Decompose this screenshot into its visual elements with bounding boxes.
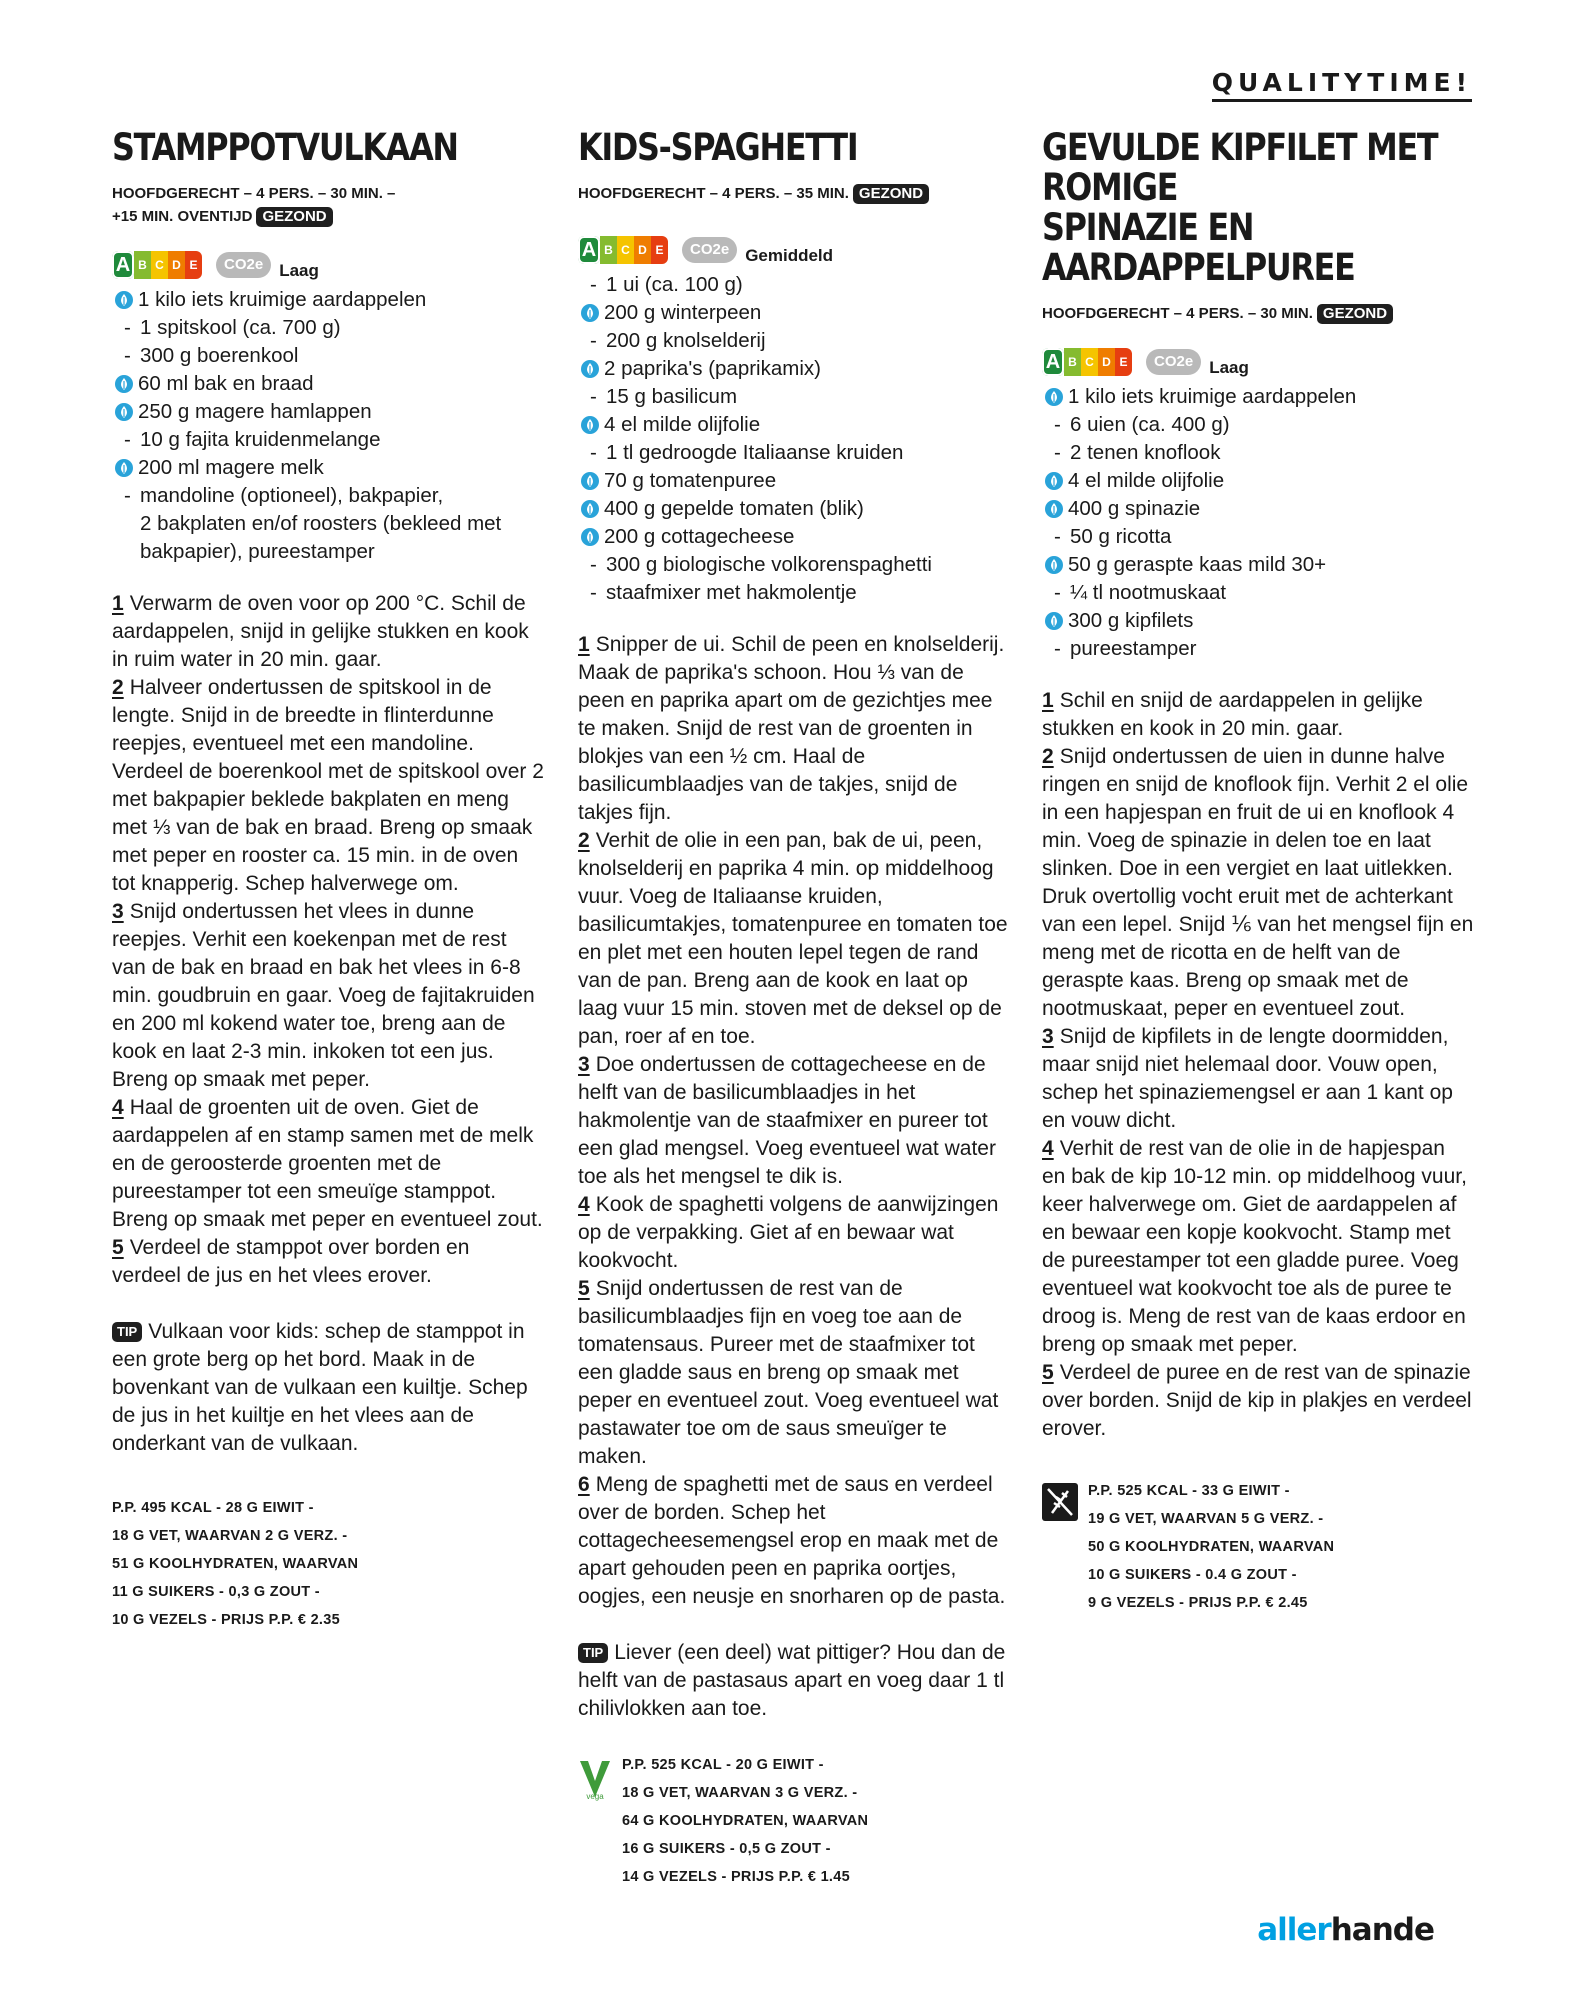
ingredient-item [578,551,1010,579]
step-text: Haal de groenten uit de oven. Giet de aardappelen af en stamp samen met de melk en de geroosterde groenten met de pureestamper tot een smeuïge stamppot. Breng op smaak met peper en eventueel zout. [112,1096,543,1231]
ingredient-text: 1 spitskool (ca. 700 g) [140,316,341,339]
recipe-title [1042,128,1472,288]
step-number: 3 [112,900,124,923]
ingredient-text: 6 uien (ca. 400 g) [1070,413,1230,436]
tip-text: Vulkaan voor kids: schep de stamppot in een grote berg op het bord. Maak in de bovenkant van de vulkaan een kuiltje. Schep de jus in het kuiltje en het vlees aan de onderkant van de vulkaan. [112,1320,528,1455]
step [1042,687,1474,743]
tip [112,1318,544,1458]
ingredient-text: 400 g spinazie [1068,497,1201,520]
nutrition-line: 51 G KOOLHYDRATEN, WAARVAN [112,1556,359,1572]
step-text: Kook de spaghetti volgens de aanwijzingen op de verpakking. Giet af en bewaar wat kookvocht. [578,1193,999,1272]
step-text: Verhit de rest van de olie in de hapjespan en bak de kip 10-12 min. op middelhoog vuur, keer halverwege om. Giet de aardappelen af en bewaar een kopje kookvocht. Stamp met de pureestamper tot een gladde puree. Voeg eventueel wat kookvocht toe als de puree te droog is. Meng de rest van de kaas erdoor en breng op smaak met peper. [1042,1137,1467,1356]
nutriscore-letter: C [151,251,168,279]
nutriscore-letter: D [634,236,651,264]
bonus-icon [114,458,134,478]
nutrition-line: 10 G VEZELS - PRIJS P.P. € 2.35 [112,1612,340,1628]
ingredient-text: 200 g knolselderij [606,329,766,352]
tip [578,1639,1010,1723]
step-text: Snijd ondertussen de uien in dunne halve ringen en snijd de knoflook fijn. Verhit 2 el olie in een hapjespan en fruit de ui en knoflook 4 min. Voeg de spinazie in delen toe en laat slinken. Doe in een vergiet en laat uitlekken. Druk overtollig vocht eruit met de achterkant van een lepel. Snijd ⅙ van het mengsel fijn en meng met de ricotta en de helft van de geraspte kaas. Breng op smaak met de nootmuskaat, peper en eventueel zout. [1042,745,1474,1020]
ingredient-item [1042,467,1474,495]
ingredient-text: pureestamper [1070,637,1197,660]
ingredient-item [578,495,1010,523]
step-text: Halveer ondertussen de spitskool in de lengte. Snijd in de breedte in flinterdunne reepjes, eventueel met een mandoline. Verdeel de boerenkool met de spitskool over 2 met bakpapier beklede bakplaten en meng met ⅓ van de bak en braad. Breng op smaak met peper en rooster ca. 15 min. in de oven tot knapperig. Schep halverwege om. [112,676,544,895]
step [1042,1135,1474,1359]
nutrition-line: 18 G VET, WAARVAN 3 G VERZ. - [622,1785,858,1801]
vega-label: vega [586,1792,604,1801]
co2-icon: CO2e [1146,349,1201,375]
ingredient-item [578,355,1010,383]
step-text: Snijd ondertussen de rest van de basilicumblaadjes fijn en voeg toe aan de tomatensaus. Pureer met de staafmixer tot een gladde saus en breng op smaak met peper en eventueel zout. Voeg eventueel wat pastawater toe om de saus smeuïger te maken. [578,1277,999,1468]
ingredient-list [578,271,1010,607]
recipe-kids-spaghetti [578,128,1010,1891]
nutrition-line: P.P. 495 KCAL - 28 G EIWIT - [112,1500,314,1516]
meta-line: +15 MIN. OVENTIJD [112,208,253,225]
ingredient-text: 200 ml magere melk [138,456,324,479]
nutrition-line: 18 G VET, WAARVAN 2 G VERZ. - [112,1528,348,1544]
recipe-gevulde-kipfilet [1042,128,1474,1617]
step-text: Verdeel de puree en de rest van de spinazie over borden. Snijd de kip in plakjes en verdeel erover. [1042,1361,1472,1440]
nutrition-line: 10 G SUIKERS - 0.4 G ZOUT - [1088,1567,1297,1583]
recipe-meta [578,182,1010,205]
ingredient-text: 200 g winterpeen [604,301,762,324]
step-number: 5 [578,1277,590,1300]
ingredient-item [1042,635,1474,663]
co2-level: Laag [1209,358,1249,377]
gluten-free-icon [1042,1483,1078,1521]
ingredient-item [578,579,1010,607]
vega-icon [578,1757,612,1801]
meta-line: HOOFDGERECHT – 4 PERS. – 30 MIN. [1042,305,1313,322]
bonus-icon [580,471,600,491]
ingredient-text: 10 g fajita kruidenmelange [140,428,381,451]
nutrition-line: 16 G SUIKERS - 0,5 G ZOUT - [622,1841,831,1857]
score-row [1042,345,1474,379]
bonus-icon [1044,471,1064,491]
ingredient-text: 1 kilo iets kruimige aardappelen [138,288,427,311]
step [578,631,1010,827]
nutrition-info [1088,1477,1334,1617]
bonus-icon [114,290,134,310]
ingredient-item [1042,607,1474,635]
nutrition-info [112,1494,544,1634]
nutriscore-letter: C [617,236,634,264]
step-text: Verhit de olie in een pan, bak de ui, peen, knolselderij en paprika 4 min. op middelhoog vuur. Voeg de Italiaanse kruiden, basilicumtakjes, tomatenpuree en tomaten toe en plet met een houten lepel tegen de rand van de pan. Breng aan de kook en laat op laag vuur 15 min. stoven met de deksel op de pan, roer af en toe. [578,829,1008,1048]
ingredient-text: 300 g kipfilets [1068,609,1194,632]
step-text: Snijd ondertussen het vlees in dunne reepjes. Verhit een koekenpan met de rest van de bak en braad en bak het vlees in 6-8 min. goudbruin en gaar. Voeg de fajitakruiden en 200 ml kokend water toe, breng aan de kook en laat 2-3 min. inkoken tot een jus. Breng op smaak met peper. [112,900,535,1091]
bonus-icon [580,359,600,379]
ingredient-text: 300 g boerenkool [140,344,299,367]
bonus-icon [1044,555,1064,575]
ingredient-item [1042,579,1474,607]
tip-badge: TIP [578,1643,608,1663]
title-line: GEVULDE KIPFILET MET ROMIGE [1042,126,1438,209]
ingredient-text: 50 g ricotta [1070,525,1172,548]
recipe-meta [112,182,544,228]
allerhande-logo [1257,1912,1434,1948]
step-number: 3 [578,1053,590,1076]
co2-icon: CO2e [682,237,737,263]
ingredient-item [112,286,544,314]
step [112,590,544,674]
ingredient-text: 4 el milde olijfolie [1068,469,1225,492]
ingredient-list [1042,383,1474,663]
step [578,1471,1010,1611]
logo-part: hande [1330,1912,1434,1948]
bonus-icon [1044,611,1064,631]
nutriscore-letter: E [1115,348,1132,376]
section-title: QUALITYTIME! [1212,68,1472,102]
ingredient-item [578,439,1010,467]
ingredient-item [1042,383,1474,411]
ingredient-item [578,467,1010,495]
ingredient-item [112,426,544,454]
step-text: Schil en snijd de aardappelen in gelijke stukken en kook in 20 min. gaar. [1042,689,1423,740]
ingredient-item [578,383,1010,411]
steps [578,631,1010,1611]
nutriscore-letter: B [134,251,151,279]
ingredient-item [1042,439,1474,467]
nutriscore-icon [112,251,202,279]
ingredient-text: ¼ tl nootmuskaat [1070,581,1227,604]
ingredient-item [112,482,544,510]
ingredient-item [578,327,1010,355]
ingredient-text: 15 g basilicum [606,385,738,408]
ingredient-text: 2 bakplaten en/of roosters (bekleed met [140,512,502,535]
step [112,1234,544,1290]
meta-line: HOOFDGERECHT – 4 PERS. – 35 MIN. [578,185,849,202]
ingredient-text: 300 g biologische volkorenspaghetti [606,553,932,576]
score-row [112,248,544,282]
recipe-title: STAMPPOTVULKAAN [112,126,458,169]
nutrition-line: P.P. 525 KCAL - 33 G EIWIT - [1088,1483,1290,1499]
nutriscore-letter: A [112,251,134,279]
score-row [578,233,1010,267]
step [1042,743,1474,1023]
step [1042,1359,1474,1443]
ingredient-text: 200 g cottagecheese [604,525,795,548]
bonus-icon [114,374,134,394]
step-text: Verwarm de oven voor op 200 °C. Schil de aardappelen, snijd in gelijke stukken en kook in ruim water in 20 min. gaar. [112,592,529,671]
bonus-icon [580,303,600,323]
step [112,674,544,898]
ingredient-item [112,342,544,370]
nutriscore-letter: B [600,236,617,264]
ingredient-item [112,454,544,482]
ingredient-item [1042,411,1474,439]
title-line: SPINAZIE EN AARDAPPELPUREE [1042,206,1355,289]
recipe-meta [1042,302,1474,325]
step-number: 6 [578,1473,590,1496]
step-number: 4 [112,1096,124,1119]
step-number: 5 [112,1236,124,1259]
co2-icon: CO2e [216,252,271,278]
nutriscore-icon [578,236,668,264]
nutriscore-letter: E [651,236,668,264]
recipe-stamppotvulkaan [112,128,544,1634]
healthy-badge: GEZOND [256,207,332,227]
ingredient-item [1042,551,1474,579]
step [112,898,544,1094]
nutrition-line: 14 G VEZELS - PRIJS P.P. € 1.45 [622,1869,850,1885]
step-number: 2 [578,829,590,852]
step-number: 1 [112,592,124,615]
nutrition-line: 11 G SUIKERS - 0,3 G ZOUT - [112,1584,320,1600]
step-number: 4 [578,1193,590,1216]
ingredient-text: 50 g geraspte kaas mild 30+ [1068,553,1327,576]
step-text: Snipper de ui. Schil de peen en knolselderij. Maak de paprika's schoon. Hou ⅓ van de peen en paprika apart om de gezichtjes mee te maken. Snijd de rest van de groenten in blokjes van een ½ cm. Haal de basilicumblaadjes van de takjes, snijd de takjes fijn. [578,633,1005,824]
nutrition-line: 50 G KOOLHYDRATEN, WAARVAN [1088,1539,1335,1555]
nutriscore-letter: E [185,251,202,279]
ingredient-item [112,398,544,426]
tip-text: Liever (een deel) wat pittiger? Hou dan de helft van de pastasaus apart en voeg daar 1 tl chilivlokken aan toe. [578,1641,1006,1720]
logo-part: aller [1257,1912,1331,1948]
nutrition-info [622,1751,868,1891]
step [578,1051,1010,1191]
ingredient-text: staafmixer met hakmolentje [606,581,857,604]
ingredient-text: 2 paprika's (paprikamix) [604,357,821,380]
ingredient-item [578,299,1010,327]
step-number: 1 [578,633,590,656]
ingredient-item [112,538,544,566]
step-number: 4 [1042,1137,1054,1160]
steps [112,590,544,1290]
nutriscore-letter: D [1098,348,1115,376]
nutriscore-icon [1042,348,1132,376]
ingredient-item [1042,523,1474,551]
ingredient-item [578,523,1010,551]
bonus-icon [580,415,600,435]
nutrition-line: 9 G VEZELS - PRIJS P.P. € 2.45 [1088,1595,1308,1611]
step [578,1191,1010,1275]
step [112,1094,544,1234]
ingredient-text: 2 tenen knoflook [1070,441,1221,464]
meta-line: HOOFDGERECHT – 4 PERS. – 30 MIN. – [112,185,396,202]
bonus-icon [580,527,600,547]
ingredient-text: 1 kilo iets kruimige aardappelen [1068,385,1357,408]
bonus-icon [580,499,600,519]
bonus-icon [1044,499,1064,519]
step-number: 3 [1042,1025,1054,1048]
step-text: Meng de spaghetti met de saus en verdeel over de borden. Schep het cottagecheesemengsel erop en maak met de apart gehouden peen en paprika oortjes, oogjes, een neusje en snorharen op de pasta. [578,1473,1006,1608]
step-text: Doe ondertussen de cottagecheese en de helft van de basilicumblaadjes in het hakmolentje van de staafmixer en pureer tot een glad mengsel. Voeg eventueel wat water toe als het mengsel te dik is. [578,1053,996,1188]
bonus-icon [1044,387,1064,407]
ingredient-item [112,370,544,398]
step [1042,1023,1474,1135]
steps [1042,687,1474,1443]
ingredient-item [112,314,544,342]
recipe-title: KIDS-SPAGHETTI [578,126,858,169]
step-number: 2 [1042,745,1054,768]
ingredient-text: 70 g tomatenpuree [604,469,777,492]
nutriscore-letter: A [578,236,600,264]
healthy-badge: GEZOND [1317,304,1393,324]
co2-level: Gemiddeld [745,246,834,265]
step [578,827,1010,1051]
nutrition-line: P.P. 525 KCAL - 20 G EIWIT - [622,1757,824,1773]
nutriscore-letter: B [1064,348,1081,376]
nutrition-line: 64 G KOOLHYDRATEN, WAARVAN [622,1813,869,1829]
bonus-icon [114,402,134,422]
ingredient-text: 1 tl gedroogde Italiaanse kruiden [606,441,904,464]
healthy-badge: GEZOND [853,184,929,204]
nutrition-line: 19 G VET, WAARVAN 5 G VERZ. - [1088,1511,1324,1527]
ingredient-text: bakpapier), pureestamper [140,540,375,563]
tip-badge: TIP [112,1322,142,1342]
step-number: 2 [112,676,124,699]
step-text: Snijd de kipfilets in de lengte doormidden, maar snijd niet helemaal door. Vouw open, schep het spinaziemengsel er aan 1 kant op en vouw dicht. [1042,1025,1453,1132]
ingredient-text: 4 el milde olijfolie [604,413,761,436]
step-number: 1 [1042,689,1054,712]
nutriscore-letter: C [1081,348,1098,376]
ingredient-item [578,411,1010,439]
ingredient-item [1042,495,1474,523]
ingredient-text: 400 g gepelde tomaten (blik) [604,497,864,520]
co2-level: Laag [279,261,319,280]
ingredient-item [578,271,1010,299]
ingredient-list [112,286,544,566]
ingredient-text: 1 ui (ca. 100 g) [606,273,743,296]
step-text: Verdeel de stamppot over borden en verdeel de jus en het vlees erover. [112,1236,470,1287]
step-number: 5 [1042,1361,1054,1384]
nutriscore-letter: D [168,251,185,279]
ingredient-text: mandoline (optioneel), bakpapier, [140,484,444,507]
step [578,1275,1010,1471]
ingredient-item [112,510,544,538]
ingredient-text: 250 g magere hamlappen [138,400,372,423]
nutriscore-letter: A [1042,348,1064,376]
ingredient-text: 60 ml bak en braad [138,372,314,395]
